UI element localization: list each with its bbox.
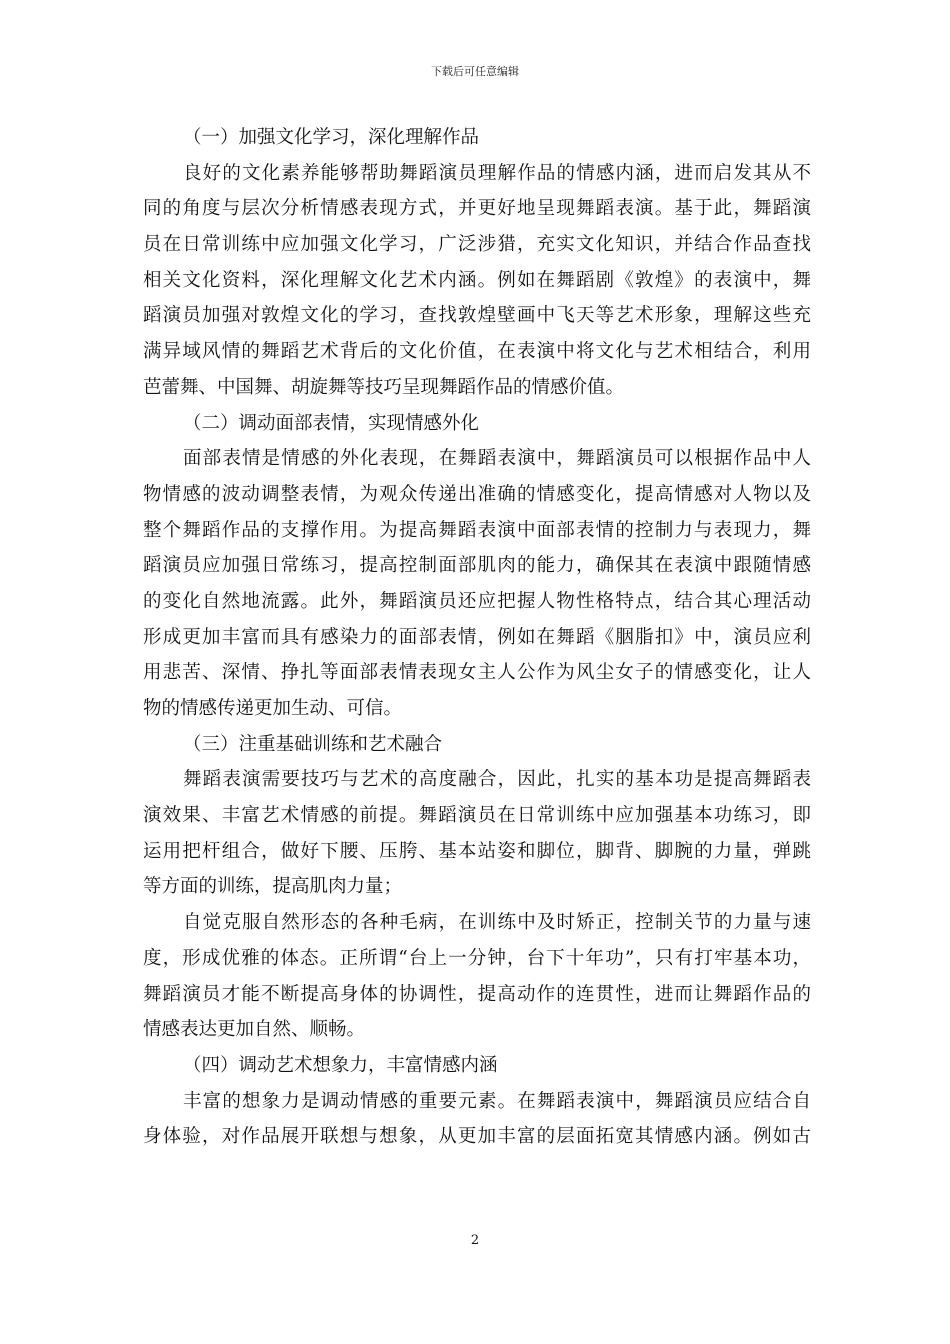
- paragraph-line: 同的角度与层次分析情感表现方式，并更好地呈现舞蹈表演。基于此，舞蹈演: [143, 198, 811, 220]
- paragraph-line: 丰富的想象力是调动情感的重要元素。在舞蹈表演中，舞蹈演员应结合自: [183, 1090, 811, 1112]
- paragraph-line: 度，形成优雅的体态。正所谓“台上一分钟，台下十年功”，只有打牢基本功，: [143, 947, 811, 969]
- paragraph: [143, 1084, 811, 1155]
- paragraph-line: 物的情感传递更加生动、可信。: [143, 698, 403, 719]
- paragraph-line: 蹈演员应加强日常练习，提高控制面部肌肉的能力，确保其在表演中跟随情感: [143, 555, 811, 577]
- paragraph-line: 情感表达更加自然、顺畅。: [143, 1019, 366, 1041]
- paragraph-line: 演效果、丰富艺术情感的前提。舞蹈演员在日常训练中应加强基本功练习，即: [143, 805, 811, 827]
- paragraph-line: 用悲苦、深情、挣扎等面部表情表现女主人公作为风尘女子的情感变化，让人: [143, 662, 811, 684]
- paragraph-line: 身体验，对作品展开联想与想象，从更加丰富的层面拓宽其情感内涵。例如古: [143, 1126, 811, 1148]
- paragraph-line: 等方面的训练，提高肌肉力量；: [143, 876, 403, 898]
- paragraph-line: 良好的文化素养能够帮助舞蹈演员理解作品的情感内涵，进而启发其从不: [183, 162, 811, 184]
- paragraph: [143, 441, 811, 727]
- paragraph-line: 相关文化资料，深化理解文化艺术内涵。例如在舞蹈剧《敦煌》的表演中，舞: [143, 269, 811, 291]
- paragraph-line: 员在日常训练中应加强文化学习，广泛涉猎，充实文化知识，并结合作品查找: [143, 234, 811, 256]
- paragraph-line: 形成更加丰富而具有感染力的面部表情，例如在舞蹈《胭脂扣》中，演员应利: [143, 626, 811, 648]
- paragraph-line: 面部表情是情感的外化表现，在舞蹈表演中，舞蹈演员可以根据作品中人: [183, 448, 811, 470]
- paragraph-line: 的变化自然地流露。此外，舞蹈演员还应把握人物性格特点，结合其心理活动: [143, 590, 811, 612]
- paragraph-line: 运用把杆组合，做好下腰、压胯、基本站姿和脚位，脚背、脚腕的力量，弹跳: [143, 840, 811, 862]
- paragraph-line: 蹈演员加强对敦煌文化的学习，查找敦煌壁画中飞天等艺术形象，理解这些充: [143, 305, 811, 327]
- paragraph: [143, 156, 811, 406]
- document-body: [143, 120, 811, 1155]
- paragraph-line: 自觉克服自然形态的各种毛病，在训练中及时矫正，控制关节的力量与速: [183, 912, 811, 934]
- section-heading-4: （四）调动艺术想象力，丰富情感内涵: [183, 1054, 498, 1076]
- paragraph: [143, 762, 811, 905]
- page-number: 2: [470, 1233, 480, 1248]
- paragraph-line: 物情感的波动调整表情，为观众传递出准确的情感变化，提高情感对人物以及: [143, 483, 811, 505]
- paragraph-line: 舞蹈表演需要技巧与艺术的高度融合，因此，扎实的基本功是提高舞蹈表: [183, 769, 811, 791]
- section-heading-1: （一）加强文化学习，深化理解作品: [183, 127, 480, 148]
- paragraph-line: 舞蹈演员才能不断提高身体的协调性，提高动作的连贯性，进而让舞蹈作品的: [143, 983, 811, 1005]
- section-heading-2: （二）调动面部表情，实现情感外化: [183, 412, 480, 434]
- paragraph-line: 满异域风情的舞蹈艺术背后的文化价值，在表演中将文化与艺术相结合，利用: [143, 341, 811, 363]
- paragraph-line: 整个舞蹈作品的支撑作用。为提高舞蹈表演中面部表情的控制力与表现力，舞: [143, 519, 811, 541]
- paragraph-line: 芭蕾舞、中国舞、胡旋舞等技巧呈现舞蹈作品的情感价值。: [143, 376, 625, 398]
- section-heading-3: （三）注重基础训练和艺术融合: [183, 733, 443, 755]
- paragraph: [143, 905, 811, 1048]
- page-header: 下载后可任意编辑: [431, 65, 519, 78]
